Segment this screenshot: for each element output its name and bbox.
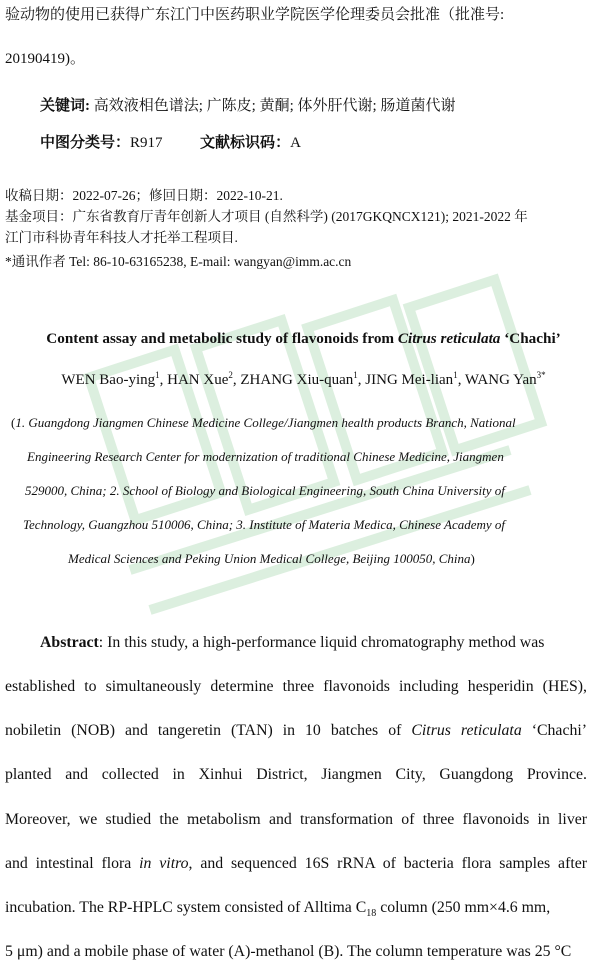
- clc-value: R917: [130, 135, 163, 151]
- corresponding-author: *通讯作者 Tel: 86-10-63165238, E-mail: wangyan@imm.ac.cn: [5, 254, 352, 269]
- abstract-line-7: incubation. The RP-HPLC system consisted of Alltima $C_{18}$ column (250 mm×4.6 mm,: [5, 899, 551, 920]
- keywords-label: 关键词: [40, 98, 86, 114]
- author: JING Mei-lian$^1$,: [365, 370, 465, 388]
- abstract-label: Abstract: [40, 634, 99, 651]
- clc-label: 中图分类号: [40, 135, 116, 151]
- abstract-line-4: planted and collected in Xinhui District, Jiangmen City, Guangdong Province.: [5, 766, 587, 783]
- abstract-line-2: established to simultaneously determine three flavonoids including hesperidin (HES),: [5, 678, 587, 695]
- title-part-1: Content assay and metabolic study of flavonoids from: [46, 330, 398, 347]
- keywords-colon: :: [85, 98, 91, 114]
- title-part-2: ‘Chachi’: [500, 330, 561, 347]
- author-list: [0, 372, 607, 389]
- ethics-line-1: 验动物的使用已获得广东江门中医药职业学院医学伦理委员会批准（批准号:: [5, 7, 505, 23]
- affiliation-line-3: 529000, China; 2. School of Biology and Biological Engineering, South China University of: [25, 483, 505, 498]
- title-species: Citrus reticulata: [397, 330, 501, 347]
- affiliation-line-2: Engineering Research Center for modernization of traditional Chinese Medicine, Jiangmen: [27, 449, 504, 464]
- author: WEN Bao-ying$^1$,: [61, 370, 168, 388]
- fund-line-1: 基金项目：广东省教育厅青年创新人才项目 (自然科学) (2017GKQNCX121); 2021-2022 年: [5, 209, 528, 224]
- affiliation-line-5: Medical Sciences and Peking Union Medical College, Beijing 100050, China): [68, 551, 475, 566]
- classification: 中图分类号：R917 文献标识码：A: [40, 135, 301, 151]
- abstract-line-3: nobiletin (NOB) and tangeretin (TAN) in 10 batches of Citrus reticulata ‘Chachi’: [5, 722, 588, 739]
- received-dates: 收稿日期：2022-07-26；修回日期：2022-10-21.: [5, 188, 283, 203]
- doc-code-value: A: [290, 135, 301, 151]
- abstract-line-5: Moreover, we studied the metabolism and transformation of three flavonoids in liver: [5, 811, 587, 828]
- abstract-line-6: and intestinal flora in vitro, and sequenced 16S rRNA of bacteria flora samples after: [5, 855, 587, 872]
- ethics-line-2: 20190419)。: [5, 51, 85, 67]
- abstract-line-1: Abstract: In this study, a high-performance liquid chromatography method was: [40, 634, 545, 651]
- affiliation-line-4: Technology, Guangzhou 510006, China; 3. Institute of Materia Medica, Chinese Academy of: [23, 517, 506, 532]
- abstract-line-8: 5 μm) and a mobile phase of water (A)-methanol (B). The column temperature was 25 °C: [5, 943, 572, 960]
- keywords-list: 高效液相色谱法; 广陈皮; 黄酮; 体外肝代谢; 肠道菌代谢: [93, 98, 456, 114]
- fund-line-2: 江门市科协青年科技人才托举工程项目.: [5, 230, 238, 245]
- author: ZHANG Xiu-quan$^1$,: [240, 370, 366, 388]
- article-title: [0, 330, 607, 348]
- affiliation-line-1: (1. Guangdong Jiangmen Chinese Medicine College/Jiangmen health products Branch, National: [11, 415, 516, 430]
- author: HAN Xue$^2$,: [167, 370, 241, 388]
- author: WANG Yan$^{3*}$: [464, 370, 546, 388]
- keywords: [40, 94, 455, 115]
- doc-code-label: 文献标识码: [200, 135, 276, 151]
